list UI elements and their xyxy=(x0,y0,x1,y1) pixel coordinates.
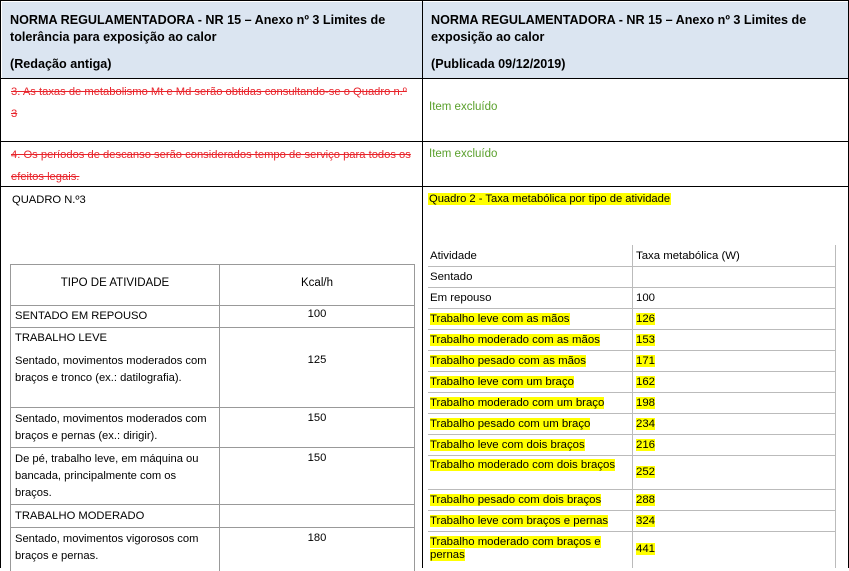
table-row-activity: Trabalho pesado com as mãos xyxy=(430,355,586,367)
row-divider xyxy=(11,504,414,505)
row-divider xyxy=(11,407,414,408)
row-divider xyxy=(428,287,836,288)
table-row-activity: Trabalho moderado com as mãos xyxy=(430,334,600,346)
quadro3-header-value: Kcal/h xyxy=(301,277,333,289)
header-new xyxy=(423,2,848,78)
table-row-activity: Sentado xyxy=(430,271,473,283)
row-divider xyxy=(428,350,836,351)
quadro3-table xyxy=(10,264,415,571)
quadro3-header-activity: TIPO DE ATIVIDADE xyxy=(60,277,170,289)
row-divider xyxy=(428,413,836,414)
quadro2-header-activity: Atividade xyxy=(430,250,477,262)
row-divider xyxy=(428,266,836,267)
header-new-subtitle: (Publicada 09/12/2019) xyxy=(431,57,566,71)
column-divider xyxy=(422,1,423,568)
table-row-activity: Trabalho leve com dois braços xyxy=(430,439,585,451)
row-divider xyxy=(11,327,414,328)
table-row-value: 180 xyxy=(307,532,327,544)
header-old-title: NORMA REGULAMENTADORA - NR 15 – Anexo nº 3 Limites de tolerância para exposição ao calor xyxy=(10,13,386,44)
row-divider xyxy=(428,510,836,511)
row-divider xyxy=(428,308,836,309)
quadro2-title: Quadro 2 - Taxa metabólica por tipo de atividade xyxy=(429,193,671,205)
table-row-rate: 100 xyxy=(636,292,656,304)
item3-new-text: Item excluído xyxy=(429,101,498,113)
row-divider xyxy=(428,531,836,532)
table-row-activity: Trabalho moderado com dois braços xyxy=(430,459,616,471)
column-divider xyxy=(835,245,836,568)
row-divider xyxy=(1,78,848,79)
row-divider xyxy=(11,527,414,528)
table-row-activity: Trabalho pesado com um braço xyxy=(430,418,591,430)
header-old xyxy=(2,2,422,78)
row-divider xyxy=(428,489,836,490)
item4-new-text: Item excluído xyxy=(429,148,498,160)
table-row-rate: 126 xyxy=(636,313,656,325)
table-row-rate: 216 xyxy=(636,439,656,451)
item3-old-text: 3. As taxas de metabolismo Mt e Md serão obtidas consultando-se o Quadro n.º 3 xyxy=(11,86,407,120)
table-row-activity: Trabalho leve com braços e pernas xyxy=(430,515,609,527)
table-row-rate: 441 xyxy=(636,543,656,555)
table-row-value: 150 xyxy=(307,452,327,464)
row-divider xyxy=(428,371,836,372)
row-divider xyxy=(11,305,414,306)
table-row-activity: De pé, trabalho leve, em máquina ou bancada, principalmente com os braços. xyxy=(15,453,199,499)
quadro2-header-rate: Taxa metabólica (W) xyxy=(636,250,740,262)
table-row-activity: Sentado, movimentos moderados com braços e tronco (ex.: datilografia). xyxy=(15,355,207,384)
header-old-subtitle: (Redação antiga) xyxy=(10,57,112,71)
table-row-activity: TRABALHO LEVE xyxy=(15,332,108,344)
table-row-activity: Trabalho pesado com dois braços xyxy=(430,494,602,506)
table-row-activity: Trabalho moderado com braços e pernas xyxy=(430,536,601,561)
table-row-value: 100 xyxy=(307,308,327,320)
table-row-activity: Em repouso xyxy=(430,292,492,304)
table-row-rate: 171 xyxy=(636,355,656,367)
row-divider xyxy=(11,447,414,448)
table-row-activity: Trabalho leve com um braço xyxy=(430,376,574,388)
table-row-value: 125 xyxy=(307,354,327,366)
table-row-rate: 288 xyxy=(636,494,656,506)
item4-old-text: 4. Os períodos de descanso serão considerados tempo de serviço para todos os efeitos legais. xyxy=(11,149,411,183)
table-row-rate: 234 xyxy=(636,418,656,430)
table-row-activity: TRABALHO MODERADO xyxy=(15,510,145,522)
table-row-value: 150 xyxy=(307,412,327,424)
row-divider xyxy=(1,141,848,142)
table-row-rate: 198 xyxy=(636,397,656,409)
table-row-activity: Trabalho leve com as mãos xyxy=(430,313,570,325)
row-divider xyxy=(428,329,836,330)
row-divider xyxy=(428,392,836,393)
quadro3-title: QUADRO N.º3 xyxy=(12,194,86,206)
header-new-title: NORMA REGULAMENTADORA - NR 15 – Anexo nº 3 Limites de exposição ao calor xyxy=(431,13,807,44)
table-row-rate: 153 xyxy=(636,334,656,346)
quadro2-table xyxy=(428,245,836,568)
table-row-activity: Sentado, movimentos vigorosos com braços e pernas. xyxy=(15,533,199,562)
row-divider xyxy=(428,455,836,456)
table-row-activity: Sentado, movimentos moderados com braços e pernas (ex.: dirigir). xyxy=(15,413,207,442)
table-row-rate: 252 xyxy=(636,466,656,478)
column-divider xyxy=(632,245,633,568)
table-row-rate: 324 xyxy=(636,515,656,527)
table-row-activity: Trabalho moderado com um braço xyxy=(430,397,605,409)
table-row-activity: SENTADO EM REPOUSO xyxy=(15,310,148,322)
row-divider xyxy=(428,434,836,435)
table-row-rate: 162 xyxy=(636,376,656,388)
